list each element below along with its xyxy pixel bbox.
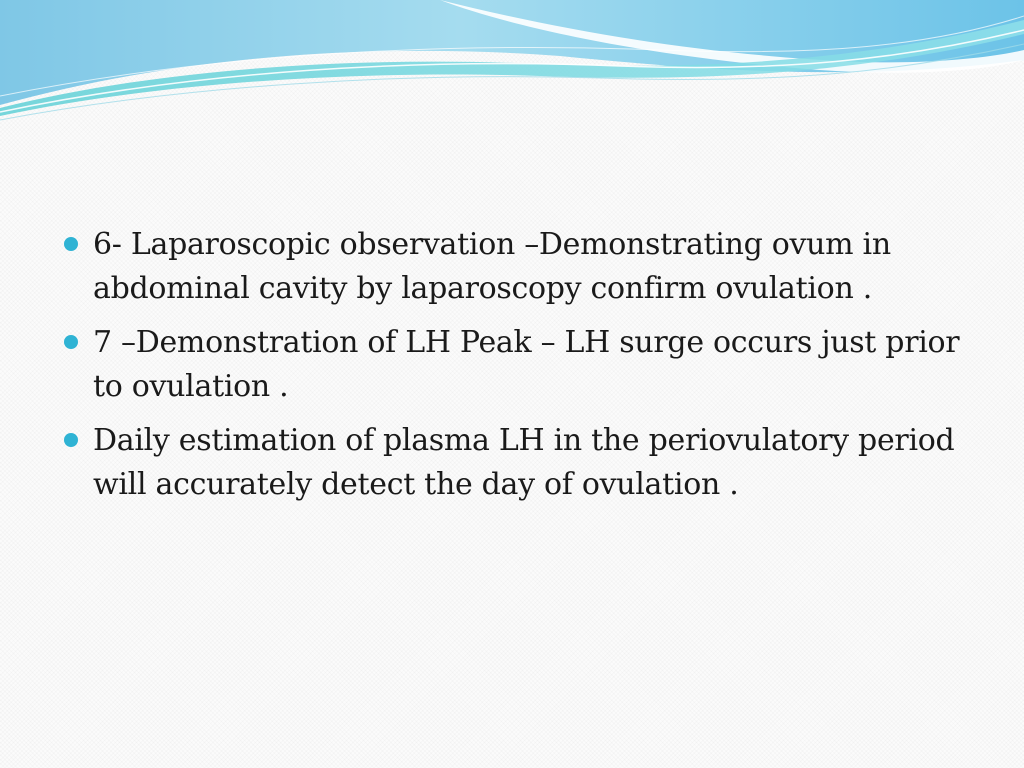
bullet-dot-icon — [64, 433, 78, 447]
slide-content — [60, 223, 980, 517]
bullet-item-2 — [60, 321, 980, 409]
header-wave-decoration — [0, 0, 1024, 130]
bullet-text: 7 –Demonstration of LH Peak – LH surge occurs just prior to ovulation . — [93, 325, 960, 404]
bullet-list — [60, 223, 980, 507]
bullet-item-1 — [60, 223, 980, 311]
bullet-dot-icon — [64, 335, 78, 349]
bullet-dot-icon — [64, 237, 78, 251]
bullet-item-3 — [60, 419, 980, 507]
bullet-text: 6- Laparoscopic observation –Demonstrating ovum in abdominal cavity by laparoscopy confirm ovulation . — [93, 227, 891, 306]
bullet-text: Daily estimation of plasma LH in the periovulatory period will accurately detect the day of ovulation . — [93, 423, 955, 502]
